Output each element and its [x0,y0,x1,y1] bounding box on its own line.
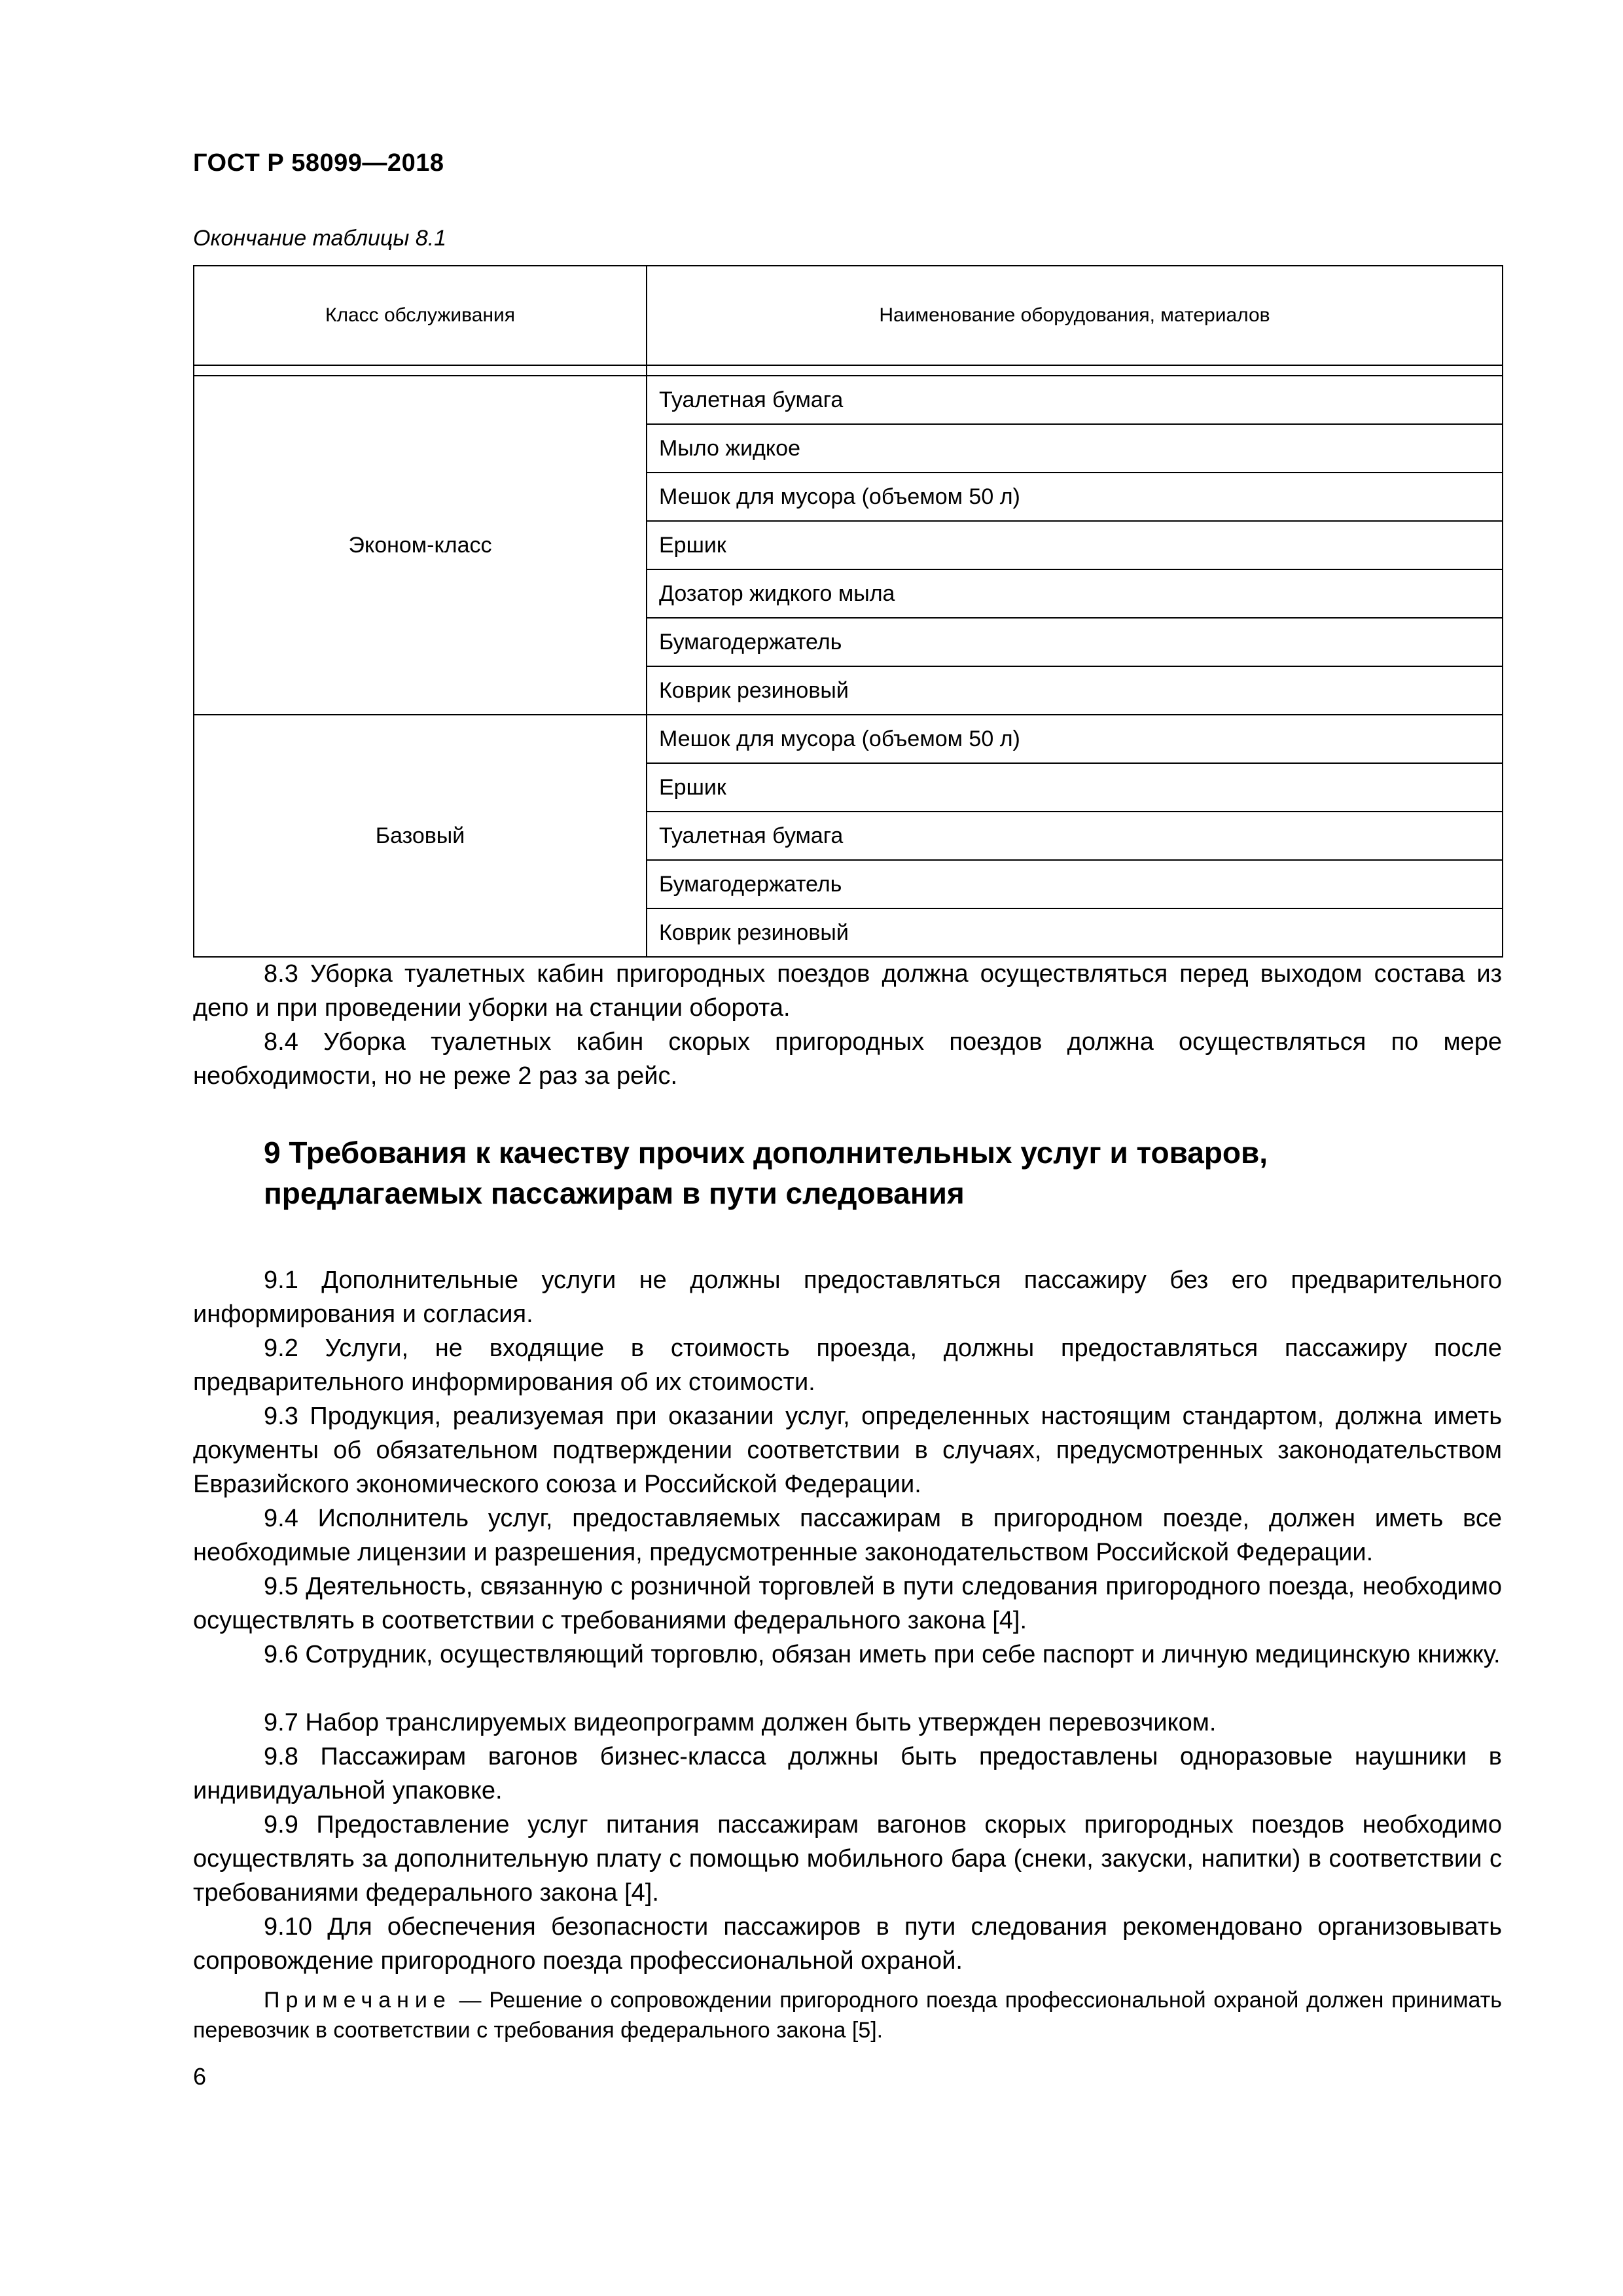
column-header-equipment: Наименование оборудования, материалов [647,266,1503,365]
equipment-cell: Мешок для мусора (объемом 50 л) [647,715,1503,763]
table-caption: Окончание таблицы 8.1 [193,226,447,251]
document-header: ГОСТ Р 58099—2018 [193,149,444,177]
equipment-cell: Ершик [647,521,1503,569]
table-header-row [194,266,1503,365]
paragraph-8-3: 8.3 Уборка туалетных кабин пригородных поездов должна осуществляться перед выходом состава из депо и при проведении уборки на станции оборота. [193,960,1502,1022]
paragraph-9-8: 9.8 Пассажирам вагонов бизнес-класса должны быть предоставлены одноразовые наушники в индивидуальной упаковке. [193,1743,1502,1804]
equipment-cell: Дозатор жидкого мыла [647,569,1503,618]
paragraph-9-2: 9.2 Услуги, не входящие в стоимость проезда, должны предоставляться пассажиру после предварительного информирования об их стоимости. [193,1335,1502,1396]
section-9-title [264,1132,1507,1213]
class-cell-econom: Эконом-класс [194,376,647,715]
section-9-title-line-2: предлагаемых пассажирам в пути следования [264,1176,965,1210]
equipment-cell: Бумагодержатель [647,618,1503,666]
paragraph-9-7: 9.7 Набор транслируемых видеопрограмм должен быть утвержден перевозчиком. [264,1709,1217,1736]
class-cell-basic: Базовый [194,715,647,957]
paragraph-9-1: 9.1 Дополнительные услуги не должны предоставляться пассажиру без его предварительного информирования и согласия. [193,1266,1502,1328]
equipment-cell: Туалетная бумага [647,812,1503,860]
equipment-cell: Коврик резиновый [647,666,1503,715]
page-number: 6 [193,2063,207,2090]
column-header-class: Класс обслуживания [194,266,647,365]
equipment-cell: Коврик резиновый [647,908,1503,957]
equipment-cell: Ершик [647,763,1503,812]
section-9-title-line-1: 9 Требования к качеству прочих дополнительных услуг и товаров, [264,1136,1268,1170]
paragraph-9-5: 9.5 Деятельность, связанную с розничной торговлей в пути следования пригородного поезда, необходимо осуществлять в соответствии с требованиями федерального закона [4]. [193,1573,1502,1634]
note-label: Примечание [264,1988,452,2013]
table-row [194,376,1503,424]
equipment-cell: Туалетная бумага [647,376,1503,424]
equipment-cell: Мешок для мусора (объемом 50 л) [647,473,1503,521]
note-text: — Решение о сопровождении пригородного поезда профессиональной охраной должен принимать перевозчик в соответствии с требования федерального закона [5]. [193,1988,1502,2043]
equipment-table [193,265,1503,958]
equipment-cell: Бумагодержатель [647,860,1503,908]
note [193,1985,1502,2045]
paragraph-9-10: 9.10 Для обеспечения безопасности пассажиров в пути следования рекомендовано организовывать сопровождение пригородного поезда профессиональной охраной. [193,1913,1502,1975]
equipment-cell: Мыло жидкое [647,424,1503,473]
paragraph-9-4: 9.4 Исполнитель услуг, предоставляемых пассажирам в пригородном поезде, должен иметь все необходимые лицензии и разрешения, предусмотренные законодательством Российской Федерации. [193,1505,1502,1566]
paragraph-9-6: 9.6 Сотрудник, осуществляющий торговлю, обязан иметь при себе паспорт и личную медицинскую книжку. [264,1641,1501,1668]
table-row [194,715,1503,763]
paragraph-9-3: 9.3 Продукция, реализуемая при оказании услуг, определенных настоящим стандартом, должна иметь документы об обязательном подтверждении соответствии в случаях, предусмотренных законодательством Евразийского экономического союза и Российской Федерации. [193,1403,1502,1498]
paragraph-9-9: 9.9 Предоставление услуг питания пассажирам вагонов скорых пригородных поездов необходимо осуществлять за дополнительную плату с помощью мобильного бара (снеки, закуски, напитки) в соответствии с требованиями федерального закона [4]. [193,1811,1502,1907]
paragraph-8-4: 8.4 Уборка туалетных кабин скорых пригородных поездов должна осуществляться по мере необходимости, но не реже 2 раз за рейс. [193,1028,1502,1090]
